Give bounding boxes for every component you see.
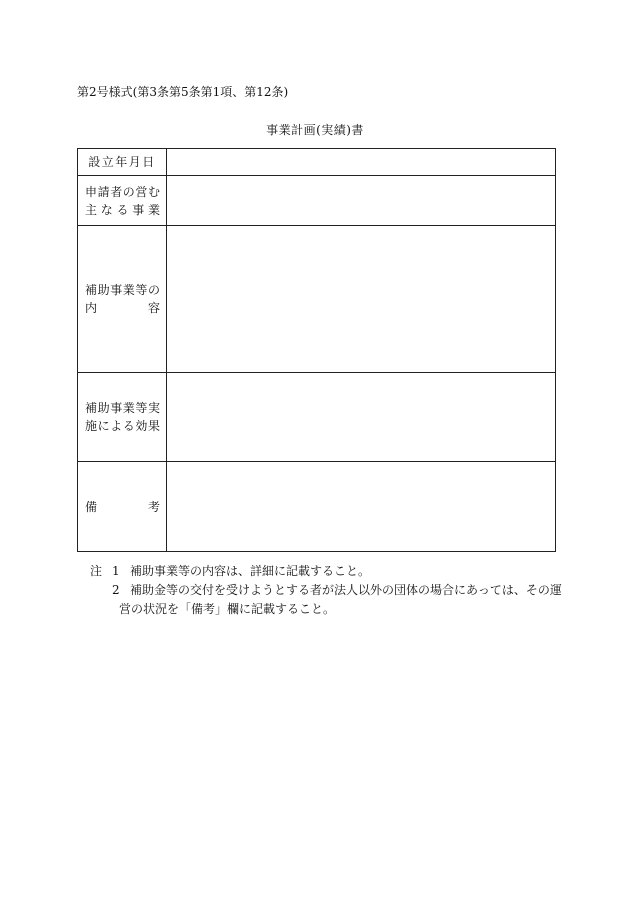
table-row-remarks <box>78 462 556 552</box>
label-remarks <box>78 462 167 552</box>
note-item <box>90 581 562 600</box>
note-text: 補助事業等の内容は、詳細に記載すること。 <box>130 564 371 578</box>
label-line: 備考 <box>85 499 160 514</box>
table-row-project-content <box>78 226 556 373</box>
value-establishment-date[interactable] <box>167 149 556 176</box>
value-project-effect[interactable] <box>167 373 556 462</box>
form-number: 第2号様式(第3条第5条第1項、第12条) <box>77 85 289 99</box>
table-row-project-effect <box>78 373 556 462</box>
label-project-effect <box>78 373 167 462</box>
document-title: 事業計画(実績)書 <box>266 123 364 137</box>
notes-section <box>90 562 562 619</box>
label-line: 施による効果 <box>85 419 160 433</box>
label-project-content <box>78 226 167 373</box>
note-number: 2 <box>112 583 120 597</box>
label-line: 申請者の営む <box>85 184 160 199</box>
label-line: 補助事業等実 <box>85 401 160 415</box>
note-continuation <box>90 600 562 619</box>
value-remarks[interactable] <box>167 462 556 552</box>
note-spacer <box>90 581 112 600</box>
label-line: 主なる事業 <box>85 202 160 217</box>
label-establishment-date <box>78 149 167 176</box>
label-line: 補助事業等の <box>85 283 160 297</box>
label-text: 設立年月日 <box>88 155 156 169</box>
value-project-content[interactable] <box>167 226 556 373</box>
notes-prefix: 注 <box>90 564 103 578</box>
label-main-business <box>78 176 167 226</box>
note-text: 営の状況を「備考」欄に記載すること。 <box>119 602 336 616</box>
note-item <box>90 562 562 581</box>
business-plan-table <box>77 148 556 552</box>
note-number: 1 <box>112 564 120 578</box>
table-row-establishment-date <box>78 149 556 176</box>
note-text: 補助金等の交付を受けようとする者が法人以外の団体の場合にあっては、その運 <box>130 583 562 597</box>
value-main-business[interactable] <box>167 176 556 226</box>
label-line: 内容 <box>85 301 160 315</box>
table-row-main-business <box>78 176 556 226</box>
